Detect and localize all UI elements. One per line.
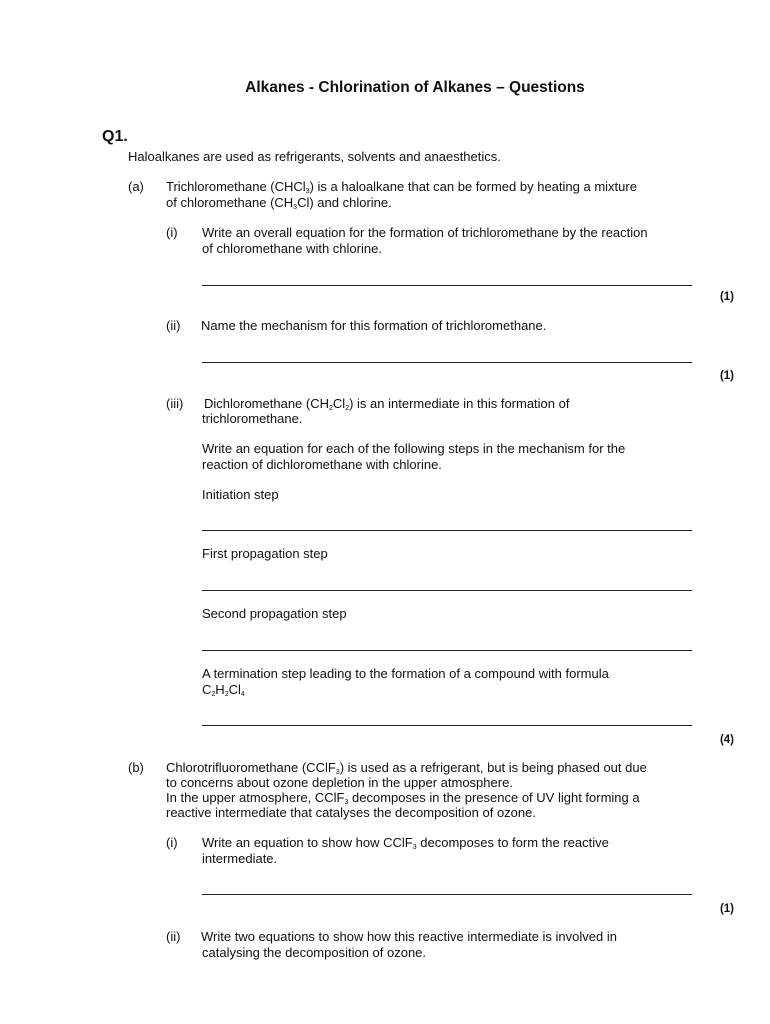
part-a-i-label: (i) — [166, 225, 178, 240]
part-a-ii-text: Name the mechanism for this formation of trichloromethane. — [201, 318, 547, 333]
part-a-ii-label: (ii) — [166, 318, 181, 333]
part-a-iii-instruction-line2: reaction of dichloromethane with chlorine. — [202, 457, 442, 472]
part-b-label: (b) — [128, 760, 144, 775]
part-a-i-text-line2: of chloromethane with chlorine. — [202, 241, 382, 256]
part-b-ii-text-line1: Write two equations to show how this reactive intermediate is involved in — [201, 929, 617, 944]
answer-line-a-ii[interactable] — [202, 362, 692, 363]
part-b-i-label: (i) — [166, 835, 178, 850]
answer-line-initiation[interactable] — [202, 530, 692, 531]
first-propagation-label: First propagation step — [202, 546, 328, 561]
initiation-step-label: Initiation step — [202, 487, 279, 502]
part-b-text-line2: to concerns about ozone depletion in the upper atmosphere. — [166, 775, 513, 790]
part-b-text-line4: reactive intermediate that catalyses the decomposition of ozone. — [166, 805, 536, 820]
termination-step-label: A termination step leading to the formation of a compound with formula — [202, 666, 609, 681]
part-b-ii-text-line2: catalysing the decomposition of ozone. — [202, 945, 427, 960]
part-a-label: (a) — [128, 179, 144, 194]
part-a-iii-text-line2: trichloromethane. — [202, 411, 303, 426]
answer-line-first-propagation[interactable] — [202, 590, 692, 591]
answer-line-a-i[interactable] — [202, 285, 692, 286]
answer-line-termination[interactable] — [202, 725, 692, 726]
part-b-i-text-line1: Write an equation to show how CClF$_3$ decomposes to form the reactive — [202, 835, 609, 851]
part-a-iii-label: (iii) — [166, 396, 184, 411]
part-b-text-line1: Chlorotrifluoromethane (CClF$_3$) is used as a refrigerant, but is being phased out due — [166, 760, 647, 776]
part-a-text-line1: Trichloromethane (CHCl$_3$) is a haloalkane that can be formed by heating a mixture — [166, 179, 637, 195]
answer-line-b-i[interactable] — [202, 894, 692, 895]
termination-formula: $C_2H_2Cl_4$ — [202, 682, 245, 698]
answer-line-second-propagation[interactable] — [202, 650, 692, 651]
question-intro: Haloalkanes are used as refrigerants, solvents and anaesthetics. — [128, 149, 501, 164]
part-a-iii-instruction-line1: Write an equation for each of the following steps in the mechanism for the — [202, 441, 626, 456]
part-b-ii-label: (ii) — [166, 929, 181, 944]
part-a-iii-text-line1: Dichloromethane $(CH_2Cl_2)$ is an intermediate in this formation of — [204, 396, 570, 412]
mark-a-ii: (1) — [719, 370, 734, 382]
question-number: Q1. — [102, 128, 128, 145]
part-b-text-line3: In the upper atmosphere, CClF$_3$ decomposes in the presence of UV light forming a — [166, 790, 640, 806]
part-b-i-text-line2: intermediate. — [202, 851, 278, 866]
second-propagation-label: Second propagation step — [202, 606, 347, 621]
part-a-text-line2: of chloromethane $(CH_3Cl)$ and chlorine. — [166, 195, 392, 211]
mark-a-i: (1) — [719, 291, 734, 303]
page-title: Alkanes - Chlorination of Alkanes – Questions — [245, 79, 585, 96]
part-a-i-text-line1: Write an overall equation for the formation of trichloromethane by the reaction — [202, 225, 648, 240]
mark-b-i: (1) — [719, 903, 734, 915]
mark-a-iii: (4) — [719, 734, 734, 746]
